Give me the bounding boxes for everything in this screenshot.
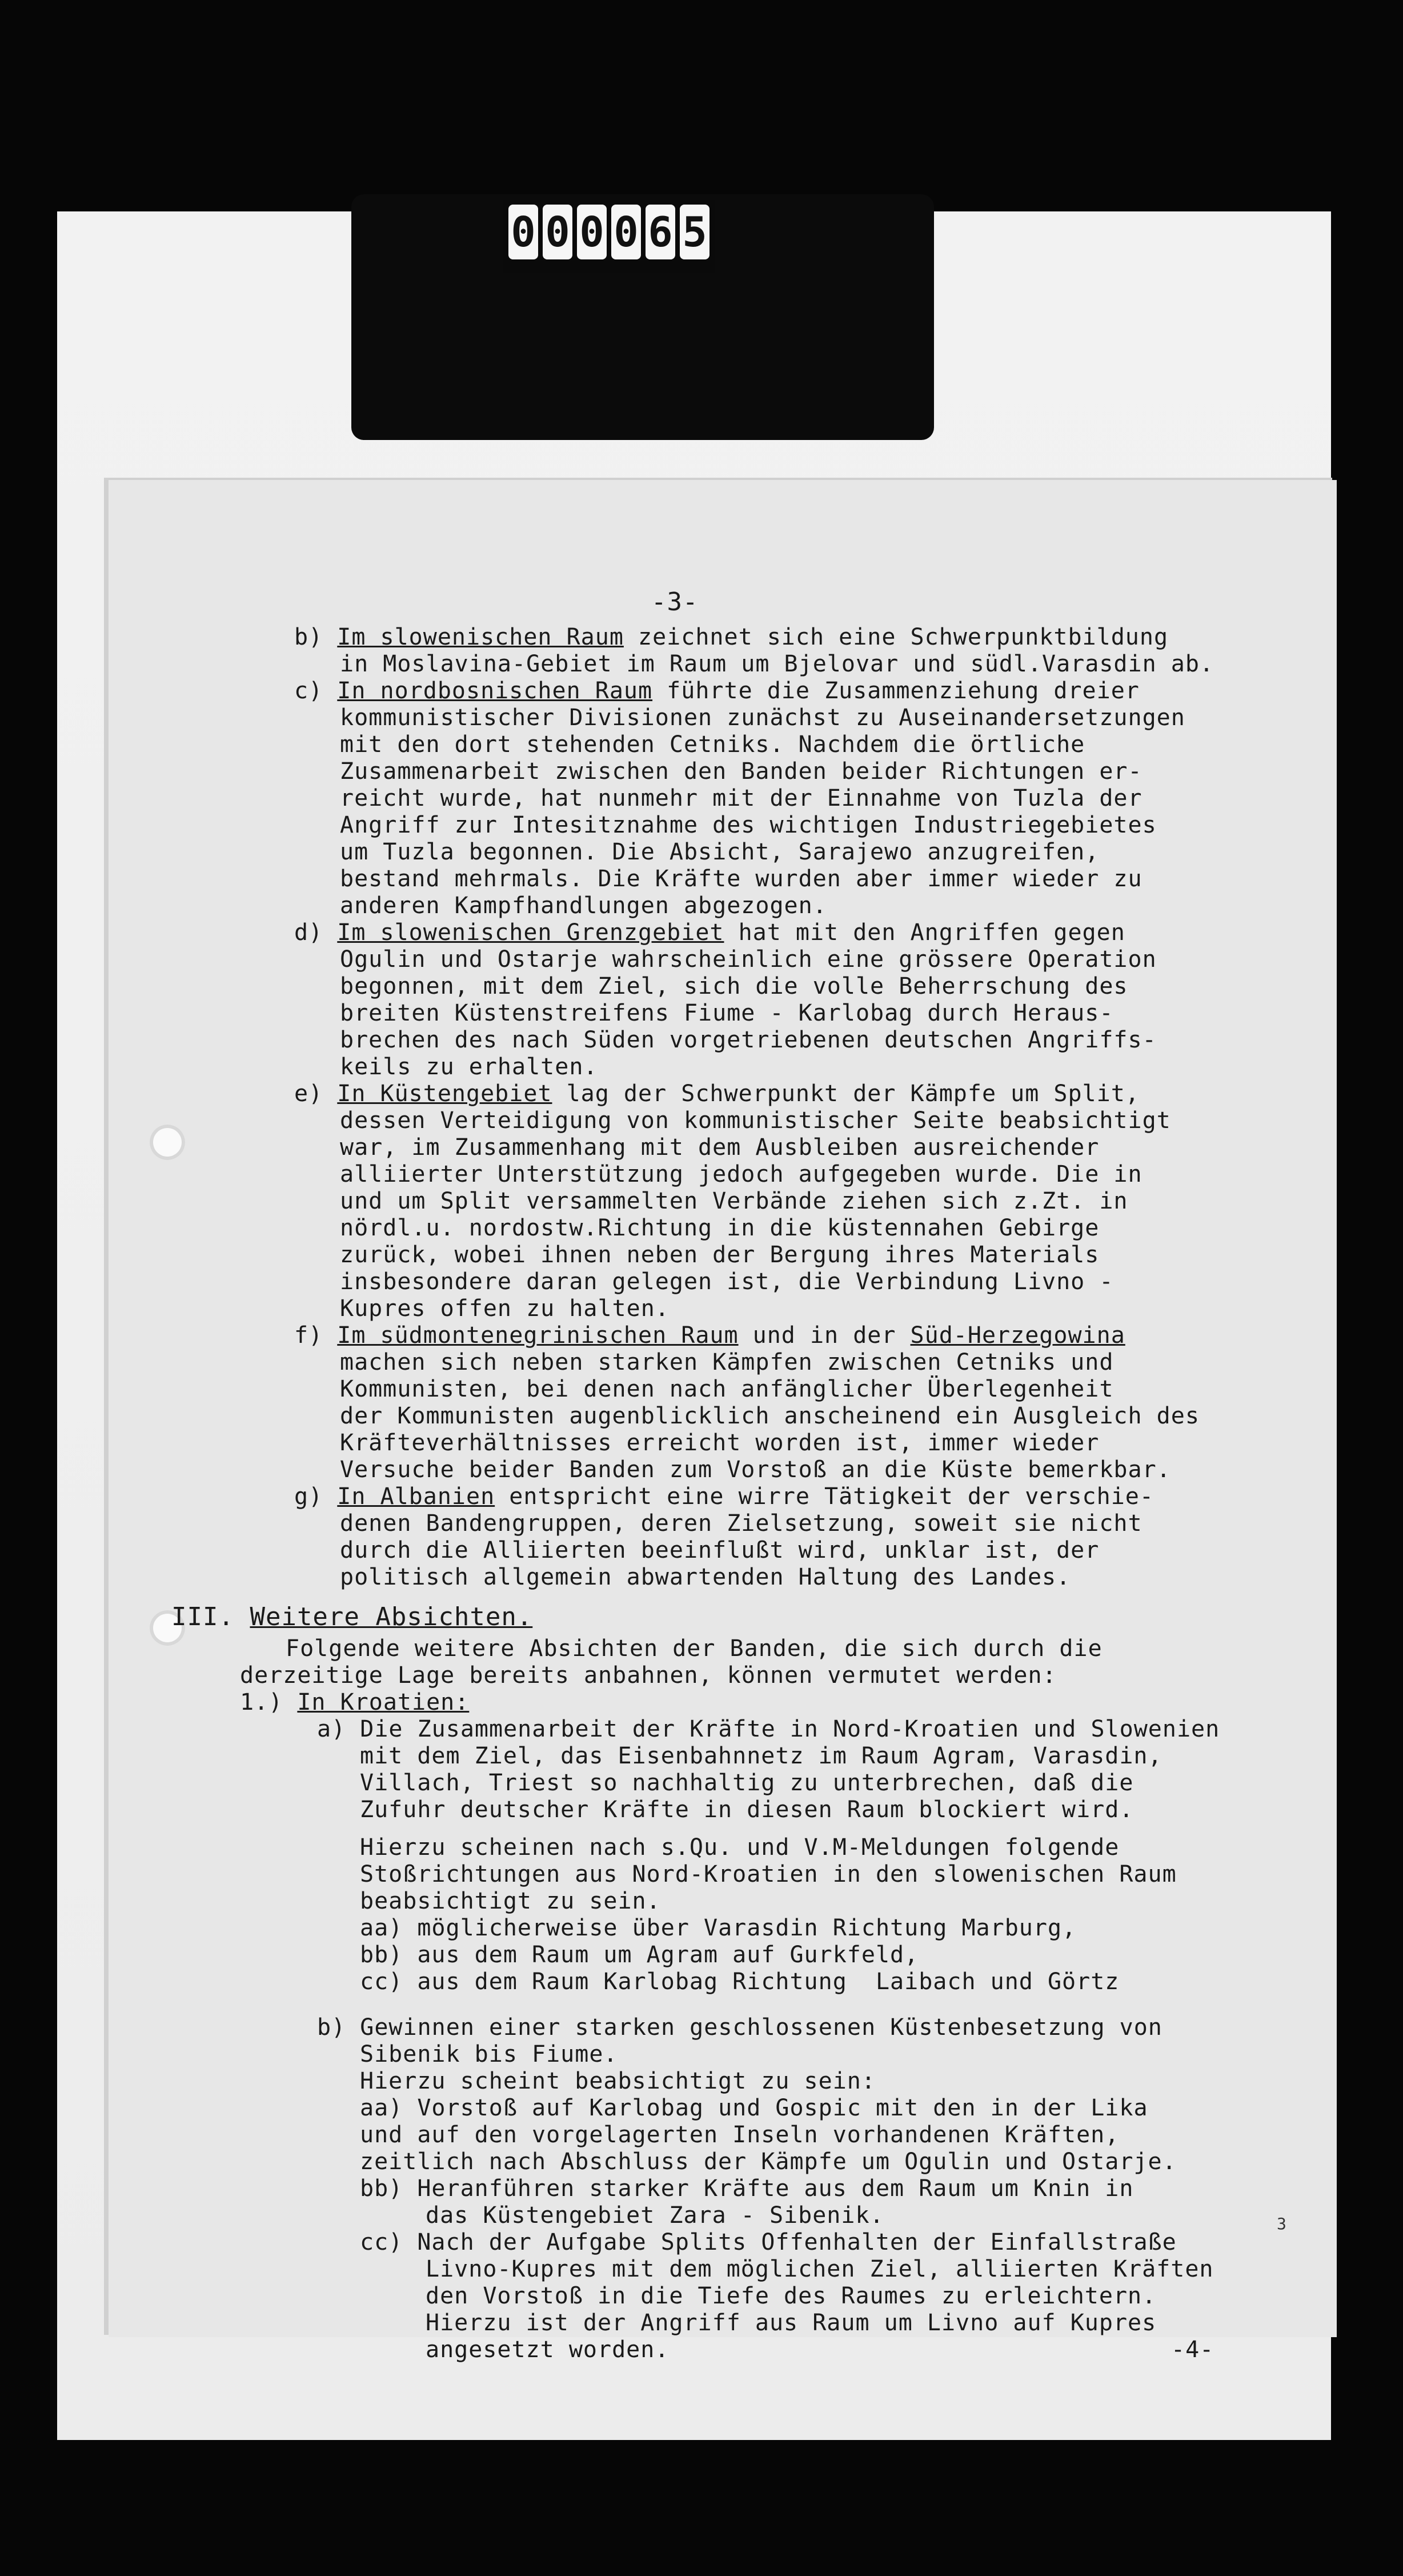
text-line: dessen Verteidigung von kommunistischer Seite beabsichtigt: [340, 1107, 1171, 1134]
section-d: [294, 919, 1125, 946]
item-letter: c): [294, 678, 323, 704]
text-line: durch die Alliierten beeinflußt wird, unklar ist, der: [340, 1537, 1100, 1563]
text-line: Hierzu scheint beabsichtigt zu sein:: [360, 2068, 876, 2094]
section-heading: Süd-Herzegowina: [910, 1322, 1125, 1349]
counter-digit: 5: [680, 205, 709, 259]
list-item: [360, 2229, 1177, 2256]
text-line: beabsichtigt zu sein.: [360, 1888, 661, 1914]
text-line: zeichnet sich eine Schwerpunktbildung: [623, 624, 1169, 650]
text-line: begonnen, mit dem Ziel, sich die volle Beherrschung des: [340, 973, 1128, 999]
text-line: und auf den vorgelagerten Inseln vorhandenen Kräften,: [360, 2122, 1120, 2148]
text-line: reicht wurde, hat nunmehr mit der Einnahme von Tuzla der: [340, 785, 1143, 811]
text-line: Die Zusammenarbeit der Kräfte in Nord-Kroatien und Slowenien: [360, 1716, 1220, 1742]
text-line: möglicherweise über Varasdin Richtung Marburg,: [417, 1915, 1077, 1941]
text-line: Sibenik bis Fiume.: [360, 2041, 618, 2067]
text-line: Heranführen starker Kräfte aus dem Raum um Knin in: [417, 2175, 1134, 2202]
item-b: [317, 2014, 1163, 2041]
section-heading: In Albanien: [337, 1483, 495, 1510]
item-key: aa): [360, 2095, 403, 2121]
text-line: um Tuzla begonnen. Die Absicht, Sarajewo anzugreifen,: [340, 839, 1100, 865]
text-line: Hierzu scheinen nach s.Qu. und V.M-Meldungen folgende: [360, 1834, 1120, 1861]
text-line: Gewinnen einer starken geschlossenen Küstenbesetzung von: [360, 2014, 1163, 2041]
list-item: [360, 2095, 1148, 2122]
text-line: denen Bandengruppen, deren Zielsetzung, soweit sie nicht: [340, 1510, 1143, 1537]
text-line: aus dem Raum Karlobag Richtung Laibach und Görtz: [417, 1969, 1120, 1995]
counter-digit: 0: [611, 205, 641, 259]
section-c: [294, 678, 1140, 705]
text-line: den Vorstoß in die Tiefe des Raumes zu erleichtern.: [426, 2283, 1157, 2309]
counter-digit: 0: [577, 205, 607, 259]
text-line: mit den dort stehenden Cetniks. Nachdem die örtliche: [340, 731, 1085, 758]
text-line: lag der Schwerpunkt der Kämpfe um Split,: [552, 1081, 1140, 1107]
sub-number: 1.): [240, 1689, 283, 1715]
item-key: cc): [360, 2229, 403, 2255]
text-line: das Küstengebiet Zara - Sibenik.: [426, 2202, 884, 2229]
page-number: -3-: [651, 587, 699, 617]
item-letter: f): [294, 1322, 323, 1349]
text-line: Kräfteverhältnisses erreicht worden ist, immer wieder: [340, 1430, 1100, 1456]
text-line: derzeitige Lage bereits anbahnen, können vermutet werden:: [240, 1662, 1057, 1689]
corner-mark: 3: [1277, 2214, 1287, 2233]
part3-numeral: III.: [171, 1602, 234, 1631]
item-key: cc): [360, 1969, 403, 1995]
section-heading: In nordbosnischen Raum: [337, 678, 653, 704]
item-letter: g): [294, 1483, 323, 1510]
text-line: Kommunisten, bei denen nach anfänglicher Überlegenheit: [340, 1376, 1114, 1402]
item-letter: d): [294, 919, 323, 946]
text-line: anderen Kampfhandlungen abgezogen.: [340, 893, 827, 919]
counter-digit: 0: [508, 205, 538, 259]
text-line: Ogulin und Ostarje wahrscheinlich eine grössere Operation: [340, 946, 1157, 973]
text-line: breiten Küstenstreifens Fiume - Karlobag durch Heraus-: [340, 1000, 1114, 1026]
text-line: Stoßrichtungen aus Nord-Kroatien in den slowenischen Raum: [360, 1861, 1177, 1887]
section-heading: Im slowenischen Grenzgebiet: [337, 919, 724, 946]
list-item: [360, 1915, 1076, 1942]
sub-heading: In Kroatien:: [297, 1689, 470, 1715]
counter-digit: 6: [646, 205, 675, 259]
section-g: [294, 1483, 1154, 1510]
item-a: [317, 1716, 1220, 1743]
text-line: Villach, Triest so nachhaltig zu unterbrechen, daß die: [360, 1770, 1134, 1796]
item-key: bb): [360, 2175, 403, 2202]
text-line: insbesondere daran gelegen ist, die Verbindung Livno -: [340, 1269, 1114, 1295]
section-heading: Im slowenischen Raum: [337, 624, 624, 650]
text-line: entspricht eine wirre Tätigkeit der verschie-: [495, 1483, 1154, 1510]
item-letter: a): [317, 1716, 346, 1742]
text-line: Hierzu ist der Angriff aus Raum um Livno auf Kupres: [426, 2310, 1157, 2336]
part3-title: Weitere Absichten.: [250, 1602, 533, 1631]
text-line: mit dem Ziel, das Eisenbahnnetz im Raum Agram, Varasdin,: [360, 1743, 1163, 1769]
part3-heading: [171, 1603, 532, 1630]
text-line: keils zu erhalten.: [340, 1054, 598, 1080]
next-page-number: -4-: [1171, 2337, 1214, 2363]
text-line: brechen des nach Süden vorgetriebenen deutschen Angriffs-: [340, 1027, 1157, 1053]
text-line: in Moslavina-Gebiet im Raum um Bjelovar und südl.Varasdin ab.: [340, 651, 1214, 677]
section-e: [294, 1081, 1140, 1107]
text-line: und in der: [738, 1322, 911, 1349]
text-line: zeitlich nach Abschluss der Kämpfe um Ogulin und Ostarje.: [360, 2149, 1177, 2175]
text-line: bestand mehrmals. Die Kräfte wurden aber immer wieder zu: [340, 866, 1143, 892]
text-line: kommunistischer Divisionen zunächst zu Auseinandersetzungen: [340, 705, 1185, 731]
text-line: Angriff zur Intesitznahme des wichtigen Industriegebietes: [340, 812, 1157, 838]
item-key: bb): [360, 1942, 403, 1968]
section-heading: Im südmontenegrinischen Raum: [337, 1322, 739, 1349]
text-line: führte die Zusammenziehung dreier: [652, 678, 1140, 704]
list-item: [360, 1942, 919, 1969]
list-item: [360, 1969, 1119, 1995]
item-key: aa): [360, 1915, 403, 1941]
item-letter: e): [294, 1081, 323, 1107]
subsection-1: [240, 1689, 469, 1716]
text-line: zurück, wobei ihnen neben der Bergung ihres Materials: [340, 1242, 1100, 1268]
text-line: Kupres offen zu halten.: [340, 1295, 670, 1322]
item-letter: b): [294, 624, 323, 650]
text-line: hat mit den Angriffen gegen: [724, 919, 1125, 946]
text-line: politisch allgemein abwartenden Haltung des Landes.: [340, 1564, 1071, 1590]
text-line: Livno-Kupres mit dem möglichen Ziel, alliierten Kräften: [426, 2256, 1214, 2282]
text-line: angesetzt worden.: [426, 2337, 670, 2363]
text-line: nördl.u. nordostw.Richtung in die küstennahen Gebirge: [340, 1215, 1100, 1241]
text-line: der Kommunisten augenblicklich anscheinend ein Ausgleich des: [340, 1403, 1200, 1429]
text-line: Zusammenarbeit zwischen den Banden beider Richtungen er-: [340, 758, 1143, 785]
section-b: [294, 624, 1168, 651]
text-line: Zufuhr deutscher Kräfte in diesen Raum blockiert wird.: [360, 1797, 1134, 1823]
text-line: alliierter Unterstützung jedoch aufgegeben wurde. Die in: [340, 1161, 1143, 1187]
item-letter: b): [317, 2014, 346, 2041]
text-line: machen sich neben starken Kämpfen zwischen Cetniks und: [340, 1349, 1114, 1375]
counter-digit: 0: [543, 205, 572, 259]
text-line: Nach der Aufgabe Splits Offenhalten der Einfallstraße: [417, 2229, 1177, 2255]
text-line: und um Split versammelten Verbände ziehen sich z.Zt. in: [340, 1188, 1128, 1214]
section-heading: In Küstengebiet: [337, 1081, 552, 1107]
text-line: aus dem Raum um Agram auf Gurkfeld,: [417, 1942, 919, 1968]
text-line: war, im Zusammenhang mit dem Ausbleiben ausreichender: [340, 1134, 1100, 1161]
text-line: Versuche beider Banden zum Vorstoß an die Küste bemerkbar.: [340, 1457, 1171, 1483]
list-item: [360, 2175, 1133, 2202]
text-line: Vorstoß auf Karlobag und Gospic mit den in der Lika: [417, 2095, 1148, 2121]
section-f: [294, 1322, 1125, 1349]
text-line: Folgende weitere Absichten der Banden, die sich durch die: [286, 1635, 1103, 1662]
